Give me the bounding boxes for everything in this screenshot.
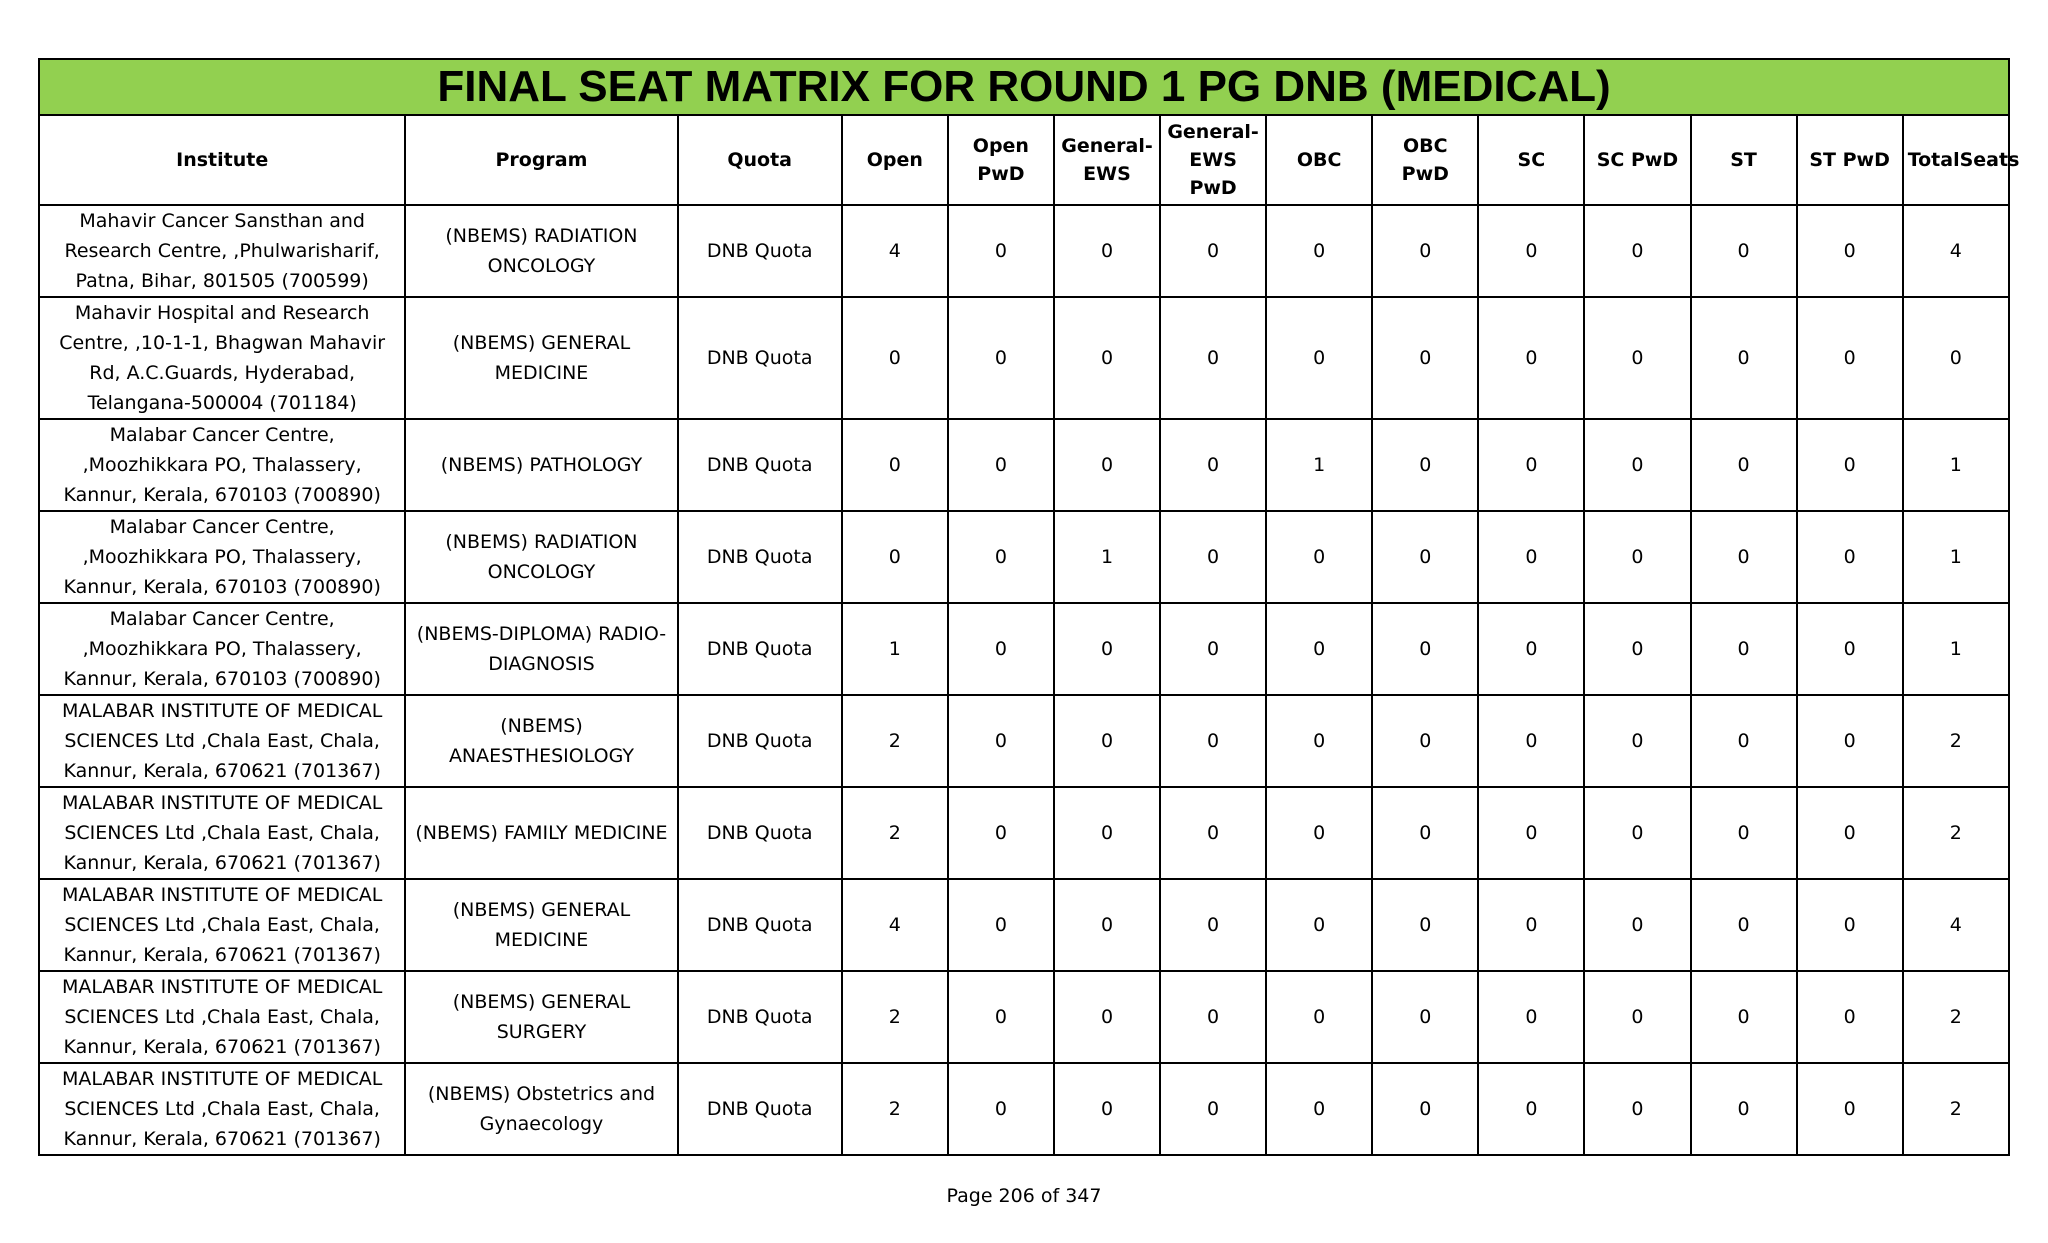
seat-count-cell: 4	[842, 879, 948, 971]
column-header: TotalSeats	[1903, 115, 2009, 205]
seat-count-cell: 0	[1054, 971, 1160, 1063]
quota-cell: DNB Quota	[678, 297, 842, 419]
table-row	[39, 879, 2009, 971]
seat-count-cell: 0	[1478, 419, 1584, 511]
seat-count-cell: 0	[1691, 511, 1797, 603]
seat-count-cell: 0	[842, 419, 948, 511]
seat-count-cell: 0	[1160, 297, 1266, 419]
total-seats-cell: 1	[1903, 603, 2009, 695]
total-seats-cell: 2	[1903, 695, 2009, 787]
seat-count-cell: 0	[948, 297, 1054, 419]
column-header: ST PwD	[1797, 115, 1903, 205]
seat-count-cell: 0	[842, 297, 948, 419]
total-seats-cell: 2	[1903, 971, 2009, 1063]
seat-count-cell: 0	[948, 971, 1054, 1063]
column-header: OBC	[1266, 115, 1372, 205]
table-title: FINAL SEAT MATRIX FOR ROUND 1 PG DNB (MEDICAL)	[39, 59, 2009, 115]
table-row	[39, 297, 2009, 419]
seat-count-cell: 0	[1584, 1063, 1690, 1155]
seat-count-cell: 0	[1266, 879, 1372, 971]
seat-count-cell: 0	[1160, 1063, 1266, 1155]
seat-count-cell: 0	[1372, 511, 1478, 603]
program-cell: (NBEMS) Obstetrics and Gynaecology	[405, 1063, 677, 1155]
table-row	[39, 205, 2009, 297]
seat-count-cell: 0	[1691, 787, 1797, 879]
seat-count-cell: 0	[1372, 603, 1478, 695]
institute-cell: Malabar Cancer Centre, ,Moozhikkara PO, Thalassery, Kannur, Kerala, 670103 (700890)	[39, 603, 405, 695]
program-cell: (NBEMS-DIPLOMA) RADIO-DIAGNOSIS	[405, 603, 677, 695]
program-cell: (NBEMS) ANAESTHESIOLOGY	[405, 695, 677, 787]
seat-count-cell: 0	[1372, 971, 1478, 1063]
program-cell: (NBEMS) GENERAL SURGERY	[405, 971, 677, 1063]
seat-count-cell: 0	[1266, 1063, 1372, 1155]
seat-count-cell: 0	[948, 511, 1054, 603]
column-header: General-EWS PwD	[1160, 115, 1266, 205]
seat-count-cell: 0	[1372, 787, 1478, 879]
seat-count-cell: 0	[1160, 971, 1266, 1063]
column-header: Program	[405, 115, 677, 205]
seat-count-cell: 0	[1797, 511, 1903, 603]
seat-count-cell: 0	[1691, 971, 1797, 1063]
seat-count-cell: 0	[1691, 603, 1797, 695]
seat-count-cell: 0	[948, 603, 1054, 695]
seat-count-cell: 0	[1372, 1063, 1478, 1155]
seat-count-cell: 0	[1478, 695, 1584, 787]
seat-count-cell: 0	[1054, 205, 1160, 297]
seat-count-cell: 0	[948, 787, 1054, 879]
page-number: Page 206 of 347	[946, 1185, 1102, 1207]
seat-count-cell: 0	[1478, 511, 1584, 603]
seat-count-cell: 0	[1054, 1063, 1160, 1155]
total-seats-cell: 1	[1903, 511, 2009, 603]
seat-count-cell: 0	[1797, 419, 1903, 511]
seat-count-cell: 0	[1266, 297, 1372, 419]
column-header: ST	[1691, 115, 1797, 205]
seat-count-cell: 0	[948, 205, 1054, 297]
quota-cell: DNB Quota	[678, 879, 842, 971]
seat-count-cell: 2	[842, 695, 948, 787]
seat-count-cell: 0	[1584, 787, 1690, 879]
quota-cell: DNB Quota	[678, 695, 842, 787]
seat-count-cell: 0	[1478, 603, 1584, 695]
quota-cell: DNB Quota	[678, 971, 842, 1063]
column-header: OBC PwD	[1372, 115, 1478, 205]
quota-cell: DNB Quota	[678, 603, 842, 695]
seat-count-cell: 0	[1584, 511, 1690, 603]
column-header: Open	[842, 115, 948, 205]
seat-count-cell: 0	[1266, 971, 1372, 1063]
total-seats-cell: 2	[1903, 1063, 2009, 1155]
seat-count-cell: 0	[1478, 971, 1584, 1063]
seat-count-cell: 0	[948, 879, 1054, 971]
program-cell: (NBEMS) GENERAL MEDICINE	[405, 879, 677, 971]
seat-count-cell: 0	[1160, 419, 1266, 511]
seat-count-cell: 0	[1266, 695, 1372, 787]
seat-count-cell: 1	[842, 603, 948, 695]
seat-count-cell: 0	[1054, 603, 1160, 695]
seat-count-cell: 0	[1266, 205, 1372, 297]
seat-count-cell: 0	[948, 419, 1054, 511]
seat-count-cell: 2	[842, 971, 948, 1063]
quota-cell: DNB Quota	[678, 1063, 842, 1155]
seat-count-cell: 0	[1160, 787, 1266, 879]
total-seats-cell: 1	[1903, 419, 2009, 511]
seat-count-cell: 0	[1691, 1063, 1797, 1155]
seat-count-cell: 0	[1478, 787, 1584, 879]
column-header: SC	[1478, 115, 1584, 205]
seat-count-cell: 0	[1797, 603, 1903, 695]
program-cell: (NBEMS) FAMILY MEDICINE	[405, 787, 677, 879]
seat-count-cell: 0	[1372, 419, 1478, 511]
seat-count-cell: 0	[1797, 1063, 1903, 1155]
table-row	[39, 419, 2009, 511]
program-cell: (NBEMS) RADIATION ONCOLOGY	[405, 511, 677, 603]
seat-count-cell: 0	[1797, 205, 1903, 297]
table-row	[39, 1063, 2009, 1155]
column-header: General-EWS	[1054, 115, 1160, 205]
seat-count-cell: 0	[1266, 787, 1372, 879]
seat-count-cell: 0	[1478, 297, 1584, 419]
institute-cell: Malabar Cancer Centre, ,Moozhikkara PO, Thalassery, Kannur, Kerala, 670103 (700890)	[39, 419, 405, 511]
seat-count-cell: 0	[1478, 879, 1584, 971]
seat-count-cell: 0	[1691, 205, 1797, 297]
seat-count-cell: 0	[1584, 297, 1690, 419]
seat-count-cell: 0	[1691, 695, 1797, 787]
seat-count-cell: 0	[1584, 419, 1690, 511]
quota-cell: DNB Quota	[678, 205, 842, 297]
seat-count-cell: 0	[1054, 879, 1160, 971]
seat-count-cell: 0	[842, 511, 948, 603]
seat-count-cell: 2	[842, 787, 948, 879]
seat-count-cell: 0	[1160, 205, 1266, 297]
seat-count-cell: 0	[1372, 205, 1478, 297]
table-row	[39, 511, 2009, 603]
table-row	[39, 787, 2009, 879]
table-row	[39, 695, 2009, 787]
seat-count-cell: 0	[948, 1063, 1054, 1155]
seat-count-cell: 1	[1054, 511, 1160, 603]
institute-cell: MALABAR INSTITUTE OF MEDICAL SCIENCES Ltd ,Chala East, Chala, Kannur, Kerala, 670621 (701367)	[39, 695, 405, 787]
seat-count-cell: 0	[1054, 787, 1160, 879]
seat-count-cell: 0	[1691, 879, 1797, 971]
seat-count-cell: 0	[1160, 603, 1266, 695]
seat-count-cell: 0	[1266, 511, 1372, 603]
quota-cell: DNB Quota	[678, 511, 842, 603]
column-header: SC PwD	[1584, 115, 1690, 205]
total-seats-cell: 0	[1903, 297, 2009, 419]
total-seats-cell: 4	[1903, 205, 2009, 297]
total-seats-cell: 4	[1903, 879, 2009, 971]
seat-count-cell: 0	[1266, 603, 1372, 695]
total-seats-cell: 2	[1903, 787, 2009, 879]
institute-cell: MALABAR INSTITUTE OF MEDICAL SCIENCES Ltd ,Chala East, Chala, Kannur, Kerala, 670621 (701367)	[39, 879, 405, 971]
institute-cell: MALABAR INSTITUTE OF MEDICAL SCIENCES Ltd ,Chala East, Chala, Kannur, Kerala, 670621 (701367)	[39, 971, 405, 1063]
institute-cell: Mahavir Hospital and Research Centre, ,10-1-1, Bhagwan Mahavir Rd, A.C.Guards, Hyderabad, Telangana-500004 (701184)	[39, 297, 405, 419]
program-cell: (NBEMS) GENERAL MEDICINE	[405, 297, 677, 419]
seat-count-cell: 0	[1797, 787, 1903, 879]
seat-count-cell: 0	[1372, 879, 1478, 971]
quota-cell: DNB Quota	[678, 419, 842, 511]
seat-count-cell: 0	[1584, 603, 1690, 695]
seat-count-cell: 0	[1372, 695, 1478, 787]
title-row	[39, 59, 2009, 115]
column-header: Institute	[39, 115, 405, 205]
seat-count-cell: 0	[1372, 297, 1478, 419]
seat-count-cell: 0	[1478, 205, 1584, 297]
seat-count-cell: 0	[1160, 879, 1266, 971]
seat-matrix-table	[38, 58, 2020, 1156]
header-row	[39, 115, 2009, 205]
seat-count-cell: 0	[1584, 695, 1690, 787]
institute-cell: MALABAR INSTITUTE OF MEDICAL SCIENCES Ltd ,Chala East, Chala, Kannur, Kerala, 670621 (701367)	[39, 787, 405, 879]
seat-count-cell: 0	[1160, 511, 1266, 603]
seat-count-cell: 1	[1266, 419, 1372, 511]
program-cell: (NBEMS) RADIATION ONCOLOGY	[405, 205, 677, 297]
seat-count-cell: 0	[1160, 695, 1266, 787]
seat-count-cell: 0	[1054, 297, 1160, 419]
seat-count-cell: 0	[1054, 695, 1160, 787]
seat-count-cell: 0	[1054, 419, 1160, 511]
program-cell: (NBEMS) PATHOLOGY	[405, 419, 677, 511]
seat-count-cell: 0	[1584, 879, 1690, 971]
institute-cell: MALABAR INSTITUTE OF MEDICAL SCIENCES Ltd ,Chala East, Chala, Kannur, Kerala, 670621 (701367)	[39, 1063, 405, 1155]
seat-count-cell: 0	[1797, 971, 1903, 1063]
table-row	[39, 971, 2009, 1063]
seat-count-cell: 0	[1797, 695, 1903, 787]
column-header: Quota	[678, 115, 842, 205]
seat-count-cell: 0	[1584, 971, 1690, 1063]
column-header: Open PwD	[948, 115, 1054, 205]
seat-count-cell: 0	[948, 695, 1054, 787]
seat-count-cell: 0	[1797, 297, 1903, 419]
seat-count-cell: 0	[1478, 1063, 1584, 1155]
seat-count-cell: 0	[1584, 205, 1690, 297]
seat-count-cell: 0	[1691, 419, 1797, 511]
institute-cell: Malabar Cancer Centre, ,Moozhikkara PO, Thalassery, Kannur, Kerala, 670103 (700890)	[39, 511, 405, 603]
institute-cell: Mahavir Cancer Sansthan and Research Centre, ,Phulwarisharif, Patna, Bihar, 801505 (700599)	[39, 205, 405, 297]
seat-count-cell: 0	[1797, 879, 1903, 971]
seat-count-cell: 4	[842, 205, 948, 297]
seat-count-cell: 2	[842, 1063, 948, 1155]
quota-cell: DNB Quota	[678, 787, 842, 879]
seat-count-cell: 0	[1691, 297, 1797, 419]
table-row	[39, 603, 2009, 695]
